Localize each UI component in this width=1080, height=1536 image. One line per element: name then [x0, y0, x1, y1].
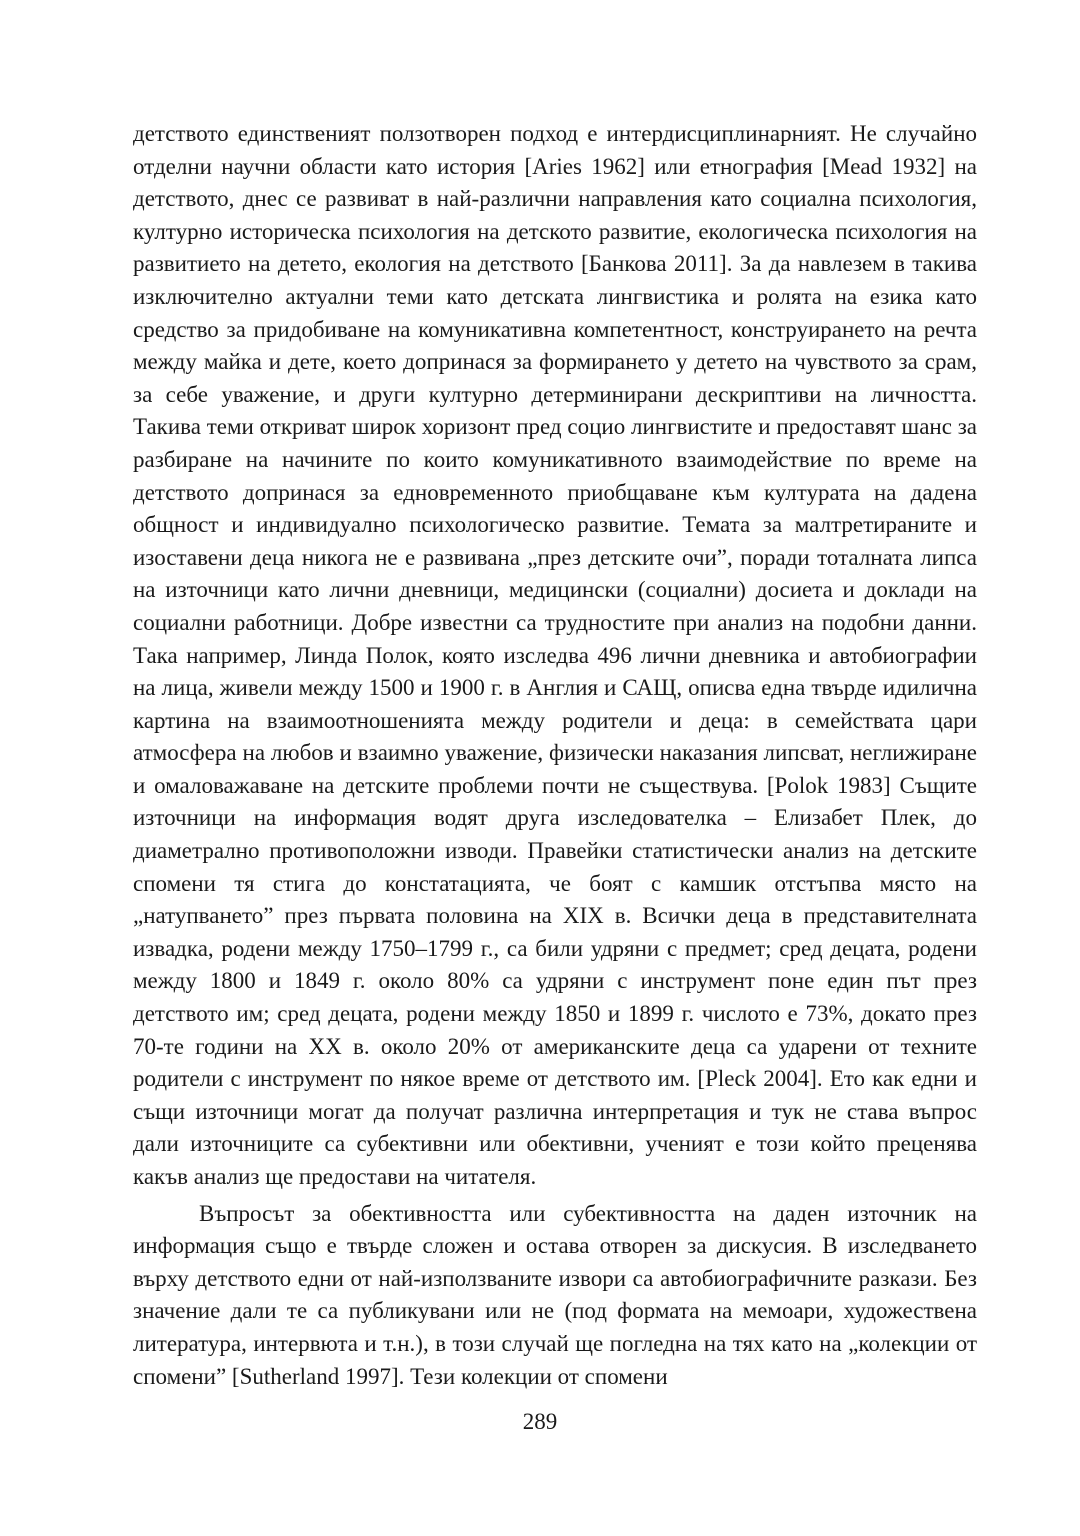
page-number: 289 [522, 1409, 558, 1434]
paragraph-1: детството единственият ползотворен подход е интердисциплинарният. Не случайно отделни научни области като история [Aries 1962] или етнография [Mead 1932] на детството, днес се развиват в най-различни направления като социална психология, културно историческа психология на детското развитие, екологическа психология на развитието на детето, екология на детството [Банкова 2011]. За да навлезем в такива изключително актуални теми като детската лингвистика и ролята на езика като средство за придобиване на комуникативна компетентност, конструирането на речта между майка и дете, което допринася за формирането у детето на чувството за срам, за себе уважение, и други културно детерминирани дескриптиви на личността. Такива теми откриват широк хоризонт пред социо лингвистите и предоставят шанс за разбиране на начините по които комуникативното взаимодействие по време на детството допринася за едновременното приобщаване към културата на дадена общност и индивидуално психологическо развитие. Темата за малтретираните и изоставени деца никога не е развивана „през детските очи”, поради тоталната липса на източници като лични дневници, медицински (социални) досиета и доклади на социални работници. Добре известни са трудностите при анализ на подобни данни. Така например, Линда Полок, която изследва 496 лични дневника и автобиографии на лица, живели между 1500 и 1900 г. в Англия и САЩ, описва една твърде идилична картина на взаимоотношенията между родители и деца: в семействата цари атмосфера на любов и взаимно уважение, физически наказания липсват, неглижиране и омаловажаване на детските проблеми почти не съществува. [Polok 1983] Същите източници на информация водят друга изследователка – Елизабет Плек, до диаметрално противоположни изводи. Правейки статистически анализ на детските спомени тя стига до констатацията, че боят с камшик отстъпва място на „натупването” през първата половина на XIX в. Всички деца в представителната извадка, родени между 1750–1799 г., са били удряни с предмет; сред децата, родени между 1800 и 1849 г. около 80% са удряни с инструмент поне един път през детството им; сред децата, родени между 1850 и 1899 г. числото е 73%, докато през 70-те години на XX в. около 20% от американските деца са ударени от техните родители с инструмент по някое време от детството им. [Pleck 2004]. Ето как едни и същи източници могат да получат различна интерпретация и тук не става въпрос дали източниците са субективни или обективни, ученият е този който преценява какъв анализ ще предостави на читателя. [133, 121, 977, 1189]
paragraph-2: Въпросът за обективността или субективността на даден източник на информация също е твърде сложен и остава отворен за дискусия. В изследването върху детството едни от най-използваните извори са автобиографичните разкази. Без значение дали те са публикувани или не (под формата на мемоари, художествена литература, интервюта и т.н.), в този случай ще погледна на тях като на „колекции от спомени” [Sutherland 1997]. Тези колекции от спомени [133, 1200, 977, 1389]
body-text [133, 118, 977, 1393]
